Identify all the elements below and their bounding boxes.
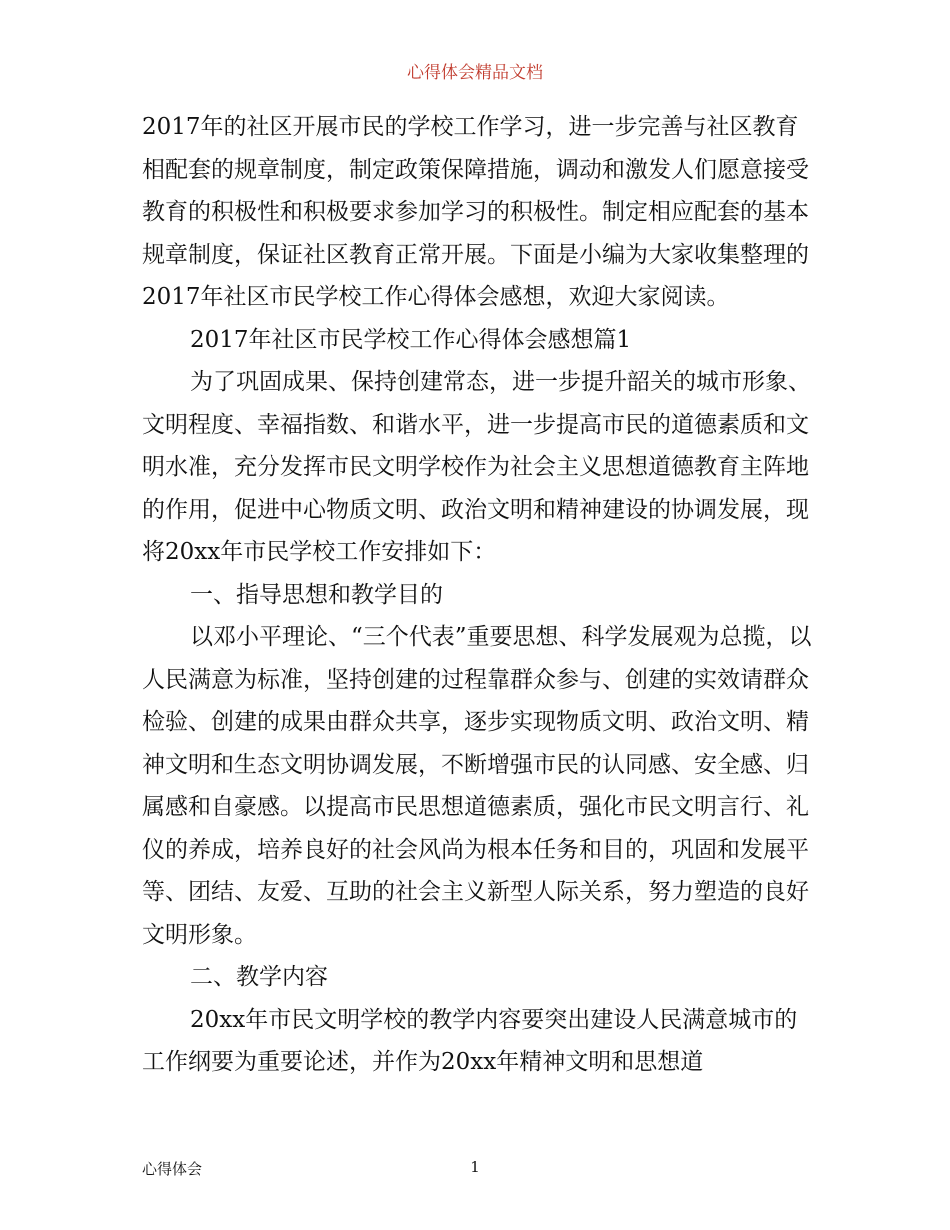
- body-paragraph: 以邓小平理论、“三个代表”重要思想、科学发展观为总揽，以人民满意为标准，坚持创建的过程靠群众参与、创建的实效请群众检验、创建的成果由群众共享，逐步实现物质文明、政治文明、精神文明和生态文明协调发展，不断增强市民的认同感、安全感、归属感和自豪感。以提高市民思想道德素质，强化市民文明言行、礼仪的养成，培养良好的社会风尚为根本任务和目的，巩固和发展平等、团结、友爱、互助的社会主义新型人际关系，努力塑造的良好文明形象。: [142, 624, 812, 948]
- footer-label: 心得体会: [142, 1160, 203, 1178]
- section-title: 2017年社区市民学校工作心得体会感想篇1: [190, 326, 632, 353]
- heading-teaching-content: 二、教学内容: [190, 964, 328, 990]
- body-paragraph: 为了巩固成果、保持创建常态，进一步提升韶关的城市形象、文明程度、幸福指数、和谐水平，进一步提高市民的道德素质和文明水准，充分发挥市民文明学校作为社会主义思想道德教育主阵地的作用，促进中心物质文明、政治文明和精神建设的协调发展，现将20xx年市民学校工作安排如下：: [142, 369, 811, 565]
- body-paragraph: 20xx年市民文明学校的教学内容要突出建设人民满意城市的工作纲要为重要论述，并作为20xx年精神文明和思想道: [142, 1006, 798, 1075]
- page-header-title: 心得体会精品文档: [407, 63, 543, 83]
- document-body: [142, 106, 814, 1084]
- intro-paragraph: 2017年的社区开展市民的学校工作学习，进一步完善与社区教育相配套的规章制度，制定政策保障措施，调动和激发人们愿意接受教育的积极性和积极要求参加学习的积极性。制定相应配套的基本规章制度，保证社区教育正常开展。下面是小编为大家收集整理的2017年社区市民学校工作心得体会感想，欢迎大家阅读。: [142, 114, 809, 310]
- heading-guiding-thought: 一、指导思想和教学目的: [190, 581, 443, 608]
- page-number: 1: [470, 1158, 480, 1176]
